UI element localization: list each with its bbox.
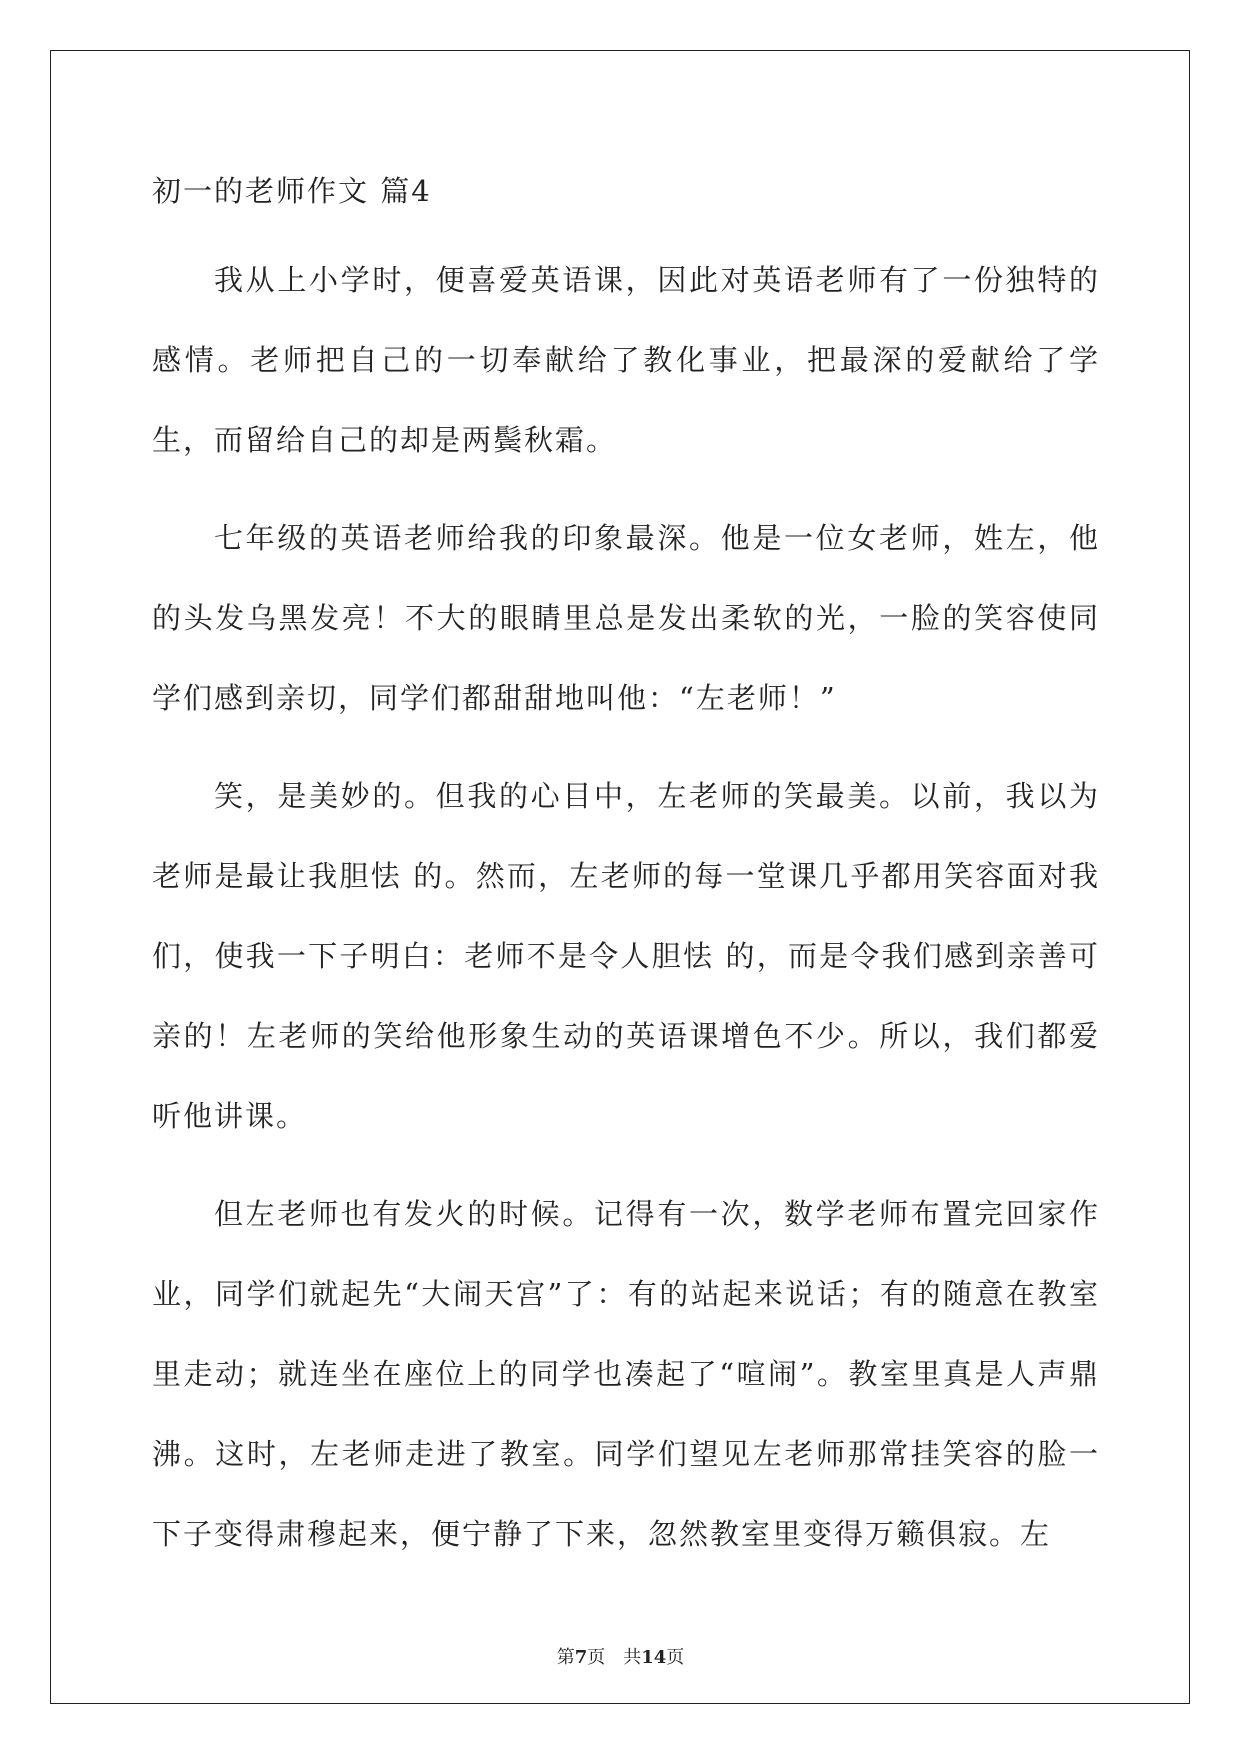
paragraph-4: 但左老师也有发火的时候。记得有一次，数学老师布置完回家作业，同学们就起先“大闹天宫”了：有的站起来说话；有的随意在教室里走动；就连坐在座位上的同学也凑起了“喧闹”。教室里真是人声鼎沸。这时，左老师走进了教室。同学们望见左老师那常挂笑容的脸一下子变得肃穆起来，便宁静了下来，忽然教室里变得万籁俱寂。左 (152, 1197, 1100, 1551)
page-prefix: 第 (556, 1647, 575, 1668)
page-suffix: 页 (587, 1647, 606, 1668)
paragraph-1: 我从上小学时，便喜爱英语课，因此对英语老师有了一份独特的感情。老师把自己的一切奉献给了教化事业，把最深的爱献给了学生，而留给自己的却是两鬓秋霜。 (152, 263, 1100, 457)
paragraph-2: 七年级的英语老师给我的印象最深。他是一位女老师，姓左，他的头发乌黑发亮！不大的眼睛里总是发出柔软的光，一脸的笑容使同学们感到亲切，同学们都甜甜地叫他：“左老师！” (152, 521, 1100, 715)
page-current: 7 (574, 1647, 588, 1668)
page-footer (0, 1643, 1241, 1669)
document-title: 初一的老师作文 篇4 (152, 174, 432, 208)
paragraph-3: 笑，是美妙的。但我的心目中，左老师的笑最美。以前，我以为老师是最让我胆怯 的。然而，左老师的每一堂课几乎都用笑容面对我们，使我一下子明白：老师不是令人胆怯 的，而是令我们感到亲善可亲的！左老师的笑给他形象生动的英语课增色不少。所以，我们都爱听他讲课。 (152, 779, 1100, 1133)
page-total: 14 (641, 1647, 667, 1668)
total-prefix: 共 (623, 1647, 642, 1668)
document-body (152, 160, 1100, 1592)
total-suffix: 页 (666, 1647, 685, 1668)
